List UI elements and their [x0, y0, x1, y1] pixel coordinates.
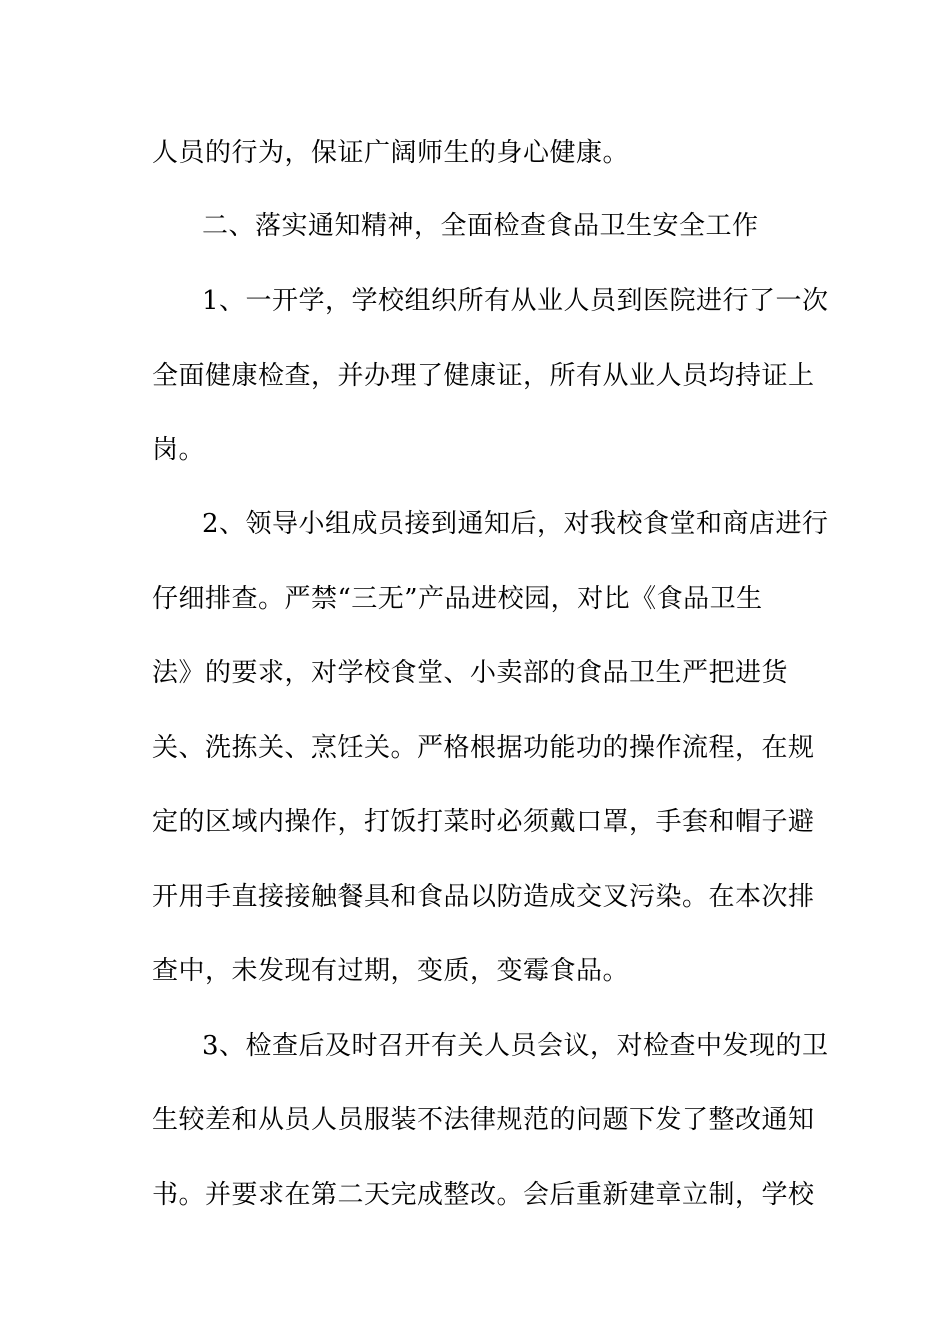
text-line: 法》的要求，对学校食堂、小卖部的食品卫生严把进货: [152, 658, 789, 688]
text-line: 2、领导小组成员接到通知后，对我校食堂和商店进行: [202, 509, 829, 539]
text-line: 生较差和从员人员服装不法律规范的问题下发了整改通知: [152, 1105, 815, 1135]
text-line: 定的区域内操作，打饭打菜时必须戴口罩，手套和帽子避: [152, 807, 815, 837]
section-heading: 二、落实通知精神，全面检查食品卫生安全工作: [202, 211, 759, 241]
text-line: 关、洗拣关、烹饪关。严格根据功能功的操作流程，在规: [152, 733, 815, 763]
text-line: 开用手直接接触餐具和食品以防造成交叉污染。在本次排: [152, 882, 815, 912]
text-line: 全面健康检查，并办理了健康证，所有从业人员均持证上: [152, 361, 815, 391]
text-line: 岗。: [152, 435, 206, 465]
text-line: 3、检查后及时召开有关人员会议，对检查中发现的卫: [202, 1031, 829, 1061]
text-line: 查中，未发现有过期，变质，变霉食品。: [152, 956, 630, 986]
text-line: 1、一开学，学校组织所有从业人员到医院进行了一次: [202, 286, 829, 316]
text-line: 仔细排查。严禁“三无”产品进校园，对比《食品卫生: [152, 584, 763, 614]
text-line: 人员的行为，保证广阔师生的身心健康。: [152, 138, 630, 168]
text-line: 书。并要求在第二天完成整改。会后重新建章立制，学校: [152, 1180, 815, 1210]
